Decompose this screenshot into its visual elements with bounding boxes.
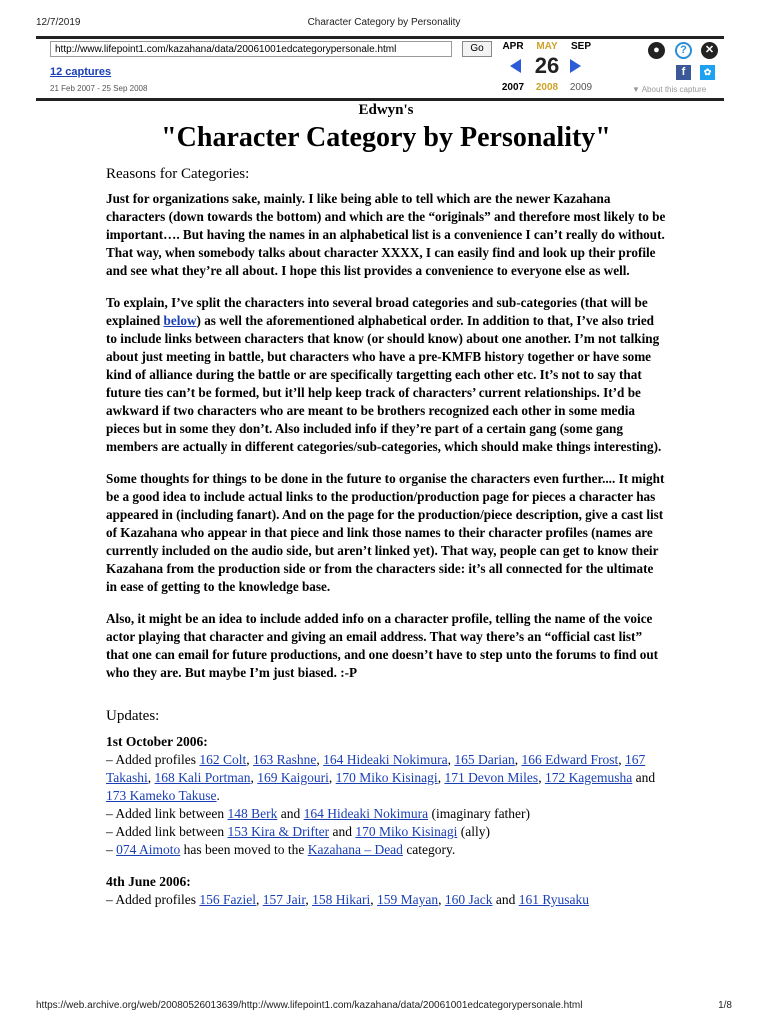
comma-separator: , (447, 752, 455, 767)
paragraph-2-text-a: To explain, I’ve split the characters into several broad categories and sub-categories (that will be explained (106, 295, 648, 328)
month-current: MAY (536, 41, 558, 52)
facebook-icon[interactable]: f (676, 65, 691, 80)
and-text: and (632, 770, 656, 785)
user-icon[interactable]: ● (648, 42, 665, 59)
paragraph-2-text-b: ) as well the aforementioned alphabetical order. In addition to that, I’ve also tried to include links between characters that know (or should know) about one another. I’m not talking about just meeting in battle, but characters who have a pre-KMFB history together or have some kind of alliance during the battle or are specifically targetting each other etc. It’s not to say that future ties can’t be formed, but it’ll help keep track of characters’ current relationships. It’d be awkward if two characters who are meant to be brothers recognized each other in some media pieces but in some they don’t. Also included info if they’re part of a certain gang (some gang members are actually in different categories/sub-categories, which should make things interesting). (106, 313, 662, 454)
profile-link[interactable]: 074 Aimoto (116, 842, 181, 857)
print-date: 12/7/2019 (36, 17, 81, 28)
comma-separator: , (316, 752, 324, 767)
close-icon[interactable]: ✕ (701, 42, 718, 59)
profile-link[interactable]: 164 Hideaki Nokimura (323, 752, 448, 767)
paragraph-1: Just for organizations sake, mainly. I like being able to tell which are the newer Kazahana characters (down towards the bottom) and which are the “originals” and therefore most likely to be important…. But having the names in an alphabetical list is a convenience I can’t really do without. That way, when somebody talks about character XXXX, I can easily find and look up their profile and see what they’re all about. I hope this list provides a convenience to everyone else as well. (106, 191, 666, 278)
update-date-2: 4th June 2006: (106, 874, 191, 889)
year-prev[interactable]: 2007 (501, 82, 525, 93)
comma-separator: , (370, 892, 377, 907)
profile-link[interactable]: 173 Kameko Takuse (106, 788, 217, 803)
print-title: Character Category by Personality (307, 17, 461, 28)
moved-end-text: category. (402, 842, 456, 857)
profile-link[interactable]: 166 Edward Frost (521, 752, 619, 767)
below-link[interactable]: below (163, 313, 197, 328)
help-icon[interactable]: ? (675, 42, 692, 59)
profile-link[interactable]: 171 Devon Miles (444, 770, 539, 785)
update-1-link-1 (106, 805, 666, 823)
twitter-icon[interactable]: ✿ (700, 65, 715, 80)
added-profiles-text: – Added profiles (106, 752, 200, 767)
profile-link[interactable]: 162 Colt (199, 752, 247, 767)
month-prev[interactable]: APR (502, 41, 524, 52)
category-link[interactable]: Kazahana – Dead (307, 842, 403, 857)
profile-link[interactable]: 169 Kaigouri (257, 770, 329, 785)
profile-link[interactable]: 163 Rashne (253, 752, 317, 767)
prev-capture-arrow-icon[interactable] (510, 59, 521, 73)
profile-link[interactable]: 165 Darian (454, 752, 515, 767)
moved-text: has been moved to the (180, 842, 308, 857)
profile-link[interactable]: 153 Kira & Drifter (227, 824, 330, 839)
profile-link[interactable]: 164 Hideaki Nokimura (303, 806, 429, 821)
update-date-1: 1st October 2006: (106, 734, 208, 749)
capture-range: 21 Feb 2007 - 25 Sep 2008 (50, 84, 148, 93)
comma-separator: , (618, 752, 625, 767)
profile-link[interactable]: 167 Takashi (106, 752, 646, 785)
added-link-text: – Added link between (106, 806, 228, 821)
wayback-toolbar (36, 36, 724, 101)
author: Edwyn's (358, 102, 414, 118)
added-profiles-text: – Added profiles (106, 892, 200, 907)
year-current: 2008 (535, 82, 559, 93)
comma-separator: , (437, 770, 445, 785)
comma-separator: , (328, 770, 336, 785)
page-content (106, 100, 666, 909)
profile-link[interactable]: 156 Faziel (199, 892, 256, 907)
and-text: and (277, 806, 304, 821)
profile-link[interactable]: 168 Kali Portman (154, 770, 251, 785)
profile-link[interactable]: 170 Miko Kisinagi (355, 824, 458, 839)
relation-text: (imaginary father) (428, 806, 531, 821)
profile-link[interactable]: 157 Jair (262, 892, 306, 907)
update-2-added-profiles (106, 891, 666, 909)
dash-text: – (106, 842, 117, 857)
paragraph-2 (106, 294, 666, 456)
comma-separator: , (250, 770, 258, 785)
comma-separator: , (538, 770, 545, 785)
paragraph-4: Also, it might be an idea to include added info on a character profile, telling the name of the voice actor playing that character and giving an email address. That way there’s an “official cast list” that one can email for future productions, and one doesn’t have to step unto the forums to find out who they are. But maybe I’m just biased. :-P (106, 611, 659, 680)
calendar-nav (498, 38, 602, 94)
year-next[interactable]: 2009 (569, 82, 593, 93)
comma-separator: , (514, 752, 522, 767)
print-url: https://web.archive.org/web/20080526013639/http://www.lifepoint1.com/kazahana/data/20061001edcategorypersonale.html (36, 1000, 583, 1011)
url-input[interactable]: http://www.lifepoint1.com/kazahana/data/20061001edcategorypersonale.html (50, 41, 452, 57)
print-header (36, 17, 732, 31)
capture-day: 26 (534, 53, 560, 78)
page-title: "Character Category by Personality" (161, 122, 611, 153)
about-capture-link[interactable]: ▼ About this capture (632, 85, 707, 94)
period-text: . (216, 788, 220, 803)
comma-separator: , (256, 892, 263, 907)
captures-link[interactable]: 12 captures (50, 66, 112, 78)
and-text: and (329, 824, 356, 839)
about-capture-label: About this capture (641, 85, 707, 94)
page-number: 1/8 (718, 1000, 732, 1011)
update-2-profile-links (199, 892, 492, 907)
comma-separator: , (438, 892, 445, 907)
profile-link[interactable]: 148 Berk (227, 806, 278, 821)
profile-link[interactable]: 159 Mayan (376, 892, 439, 907)
comma-separator: , (305, 892, 313, 907)
profile-link[interactable]: 170 Miko Kisinagi (335, 770, 438, 785)
relation-text: (ally) (457, 824, 490, 839)
go-button[interactable]: Go (462, 41, 492, 57)
print-footer (36, 1000, 732, 1014)
and-text: and (492, 892, 519, 907)
paragraph-3: Some thoughts for things to be done in the future to organise the characters even further.... It might be a good idea to include actual links to the production/production page for pieces a character has appeared in (including fanart). And on the page for the production/piece description, give a cast list of Kazahana who appear in that piece and link those names to their character profiles (names are currently included on the audio side, but aren’t linked yet). That way, people can get to know their Kazahana from the production side or from the characters side: it’s all connected for the ultimate in ease of getting to the knowledge base. (106, 471, 665, 594)
next-capture-arrow-icon[interactable] (570, 59, 581, 73)
profile-link[interactable]: 172 Kagemusha (544, 770, 633, 785)
updates-heading: Updates: (106, 708, 160, 724)
profile-link[interactable]: 158 Hikari (312, 892, 371, 907)
profile-link[interactable]: 160 Jack (444, 892, 493, 907)
update-1-link-2 (106, 823, 666, 841)
toolbar-top-border (36, 36, 724, 39)
update-1-moved (106, 841, 666, 859)
update-1-added-profiles (106, 751, 666, 805)
month-next[interactable]: SEP (570, 41, 591, 52)
added-link-text: – Added link between (106, 824, 228, 839)
reasons-heading: Reasons for Categories: (106, 166, 250, 182)
comma-separator: , (246, 752, 254, 767)
comma-separator: , (147, 770, 155, 785)
profile-link[interactable]: 161 Ryusaku (518, 892, 590, 907)
